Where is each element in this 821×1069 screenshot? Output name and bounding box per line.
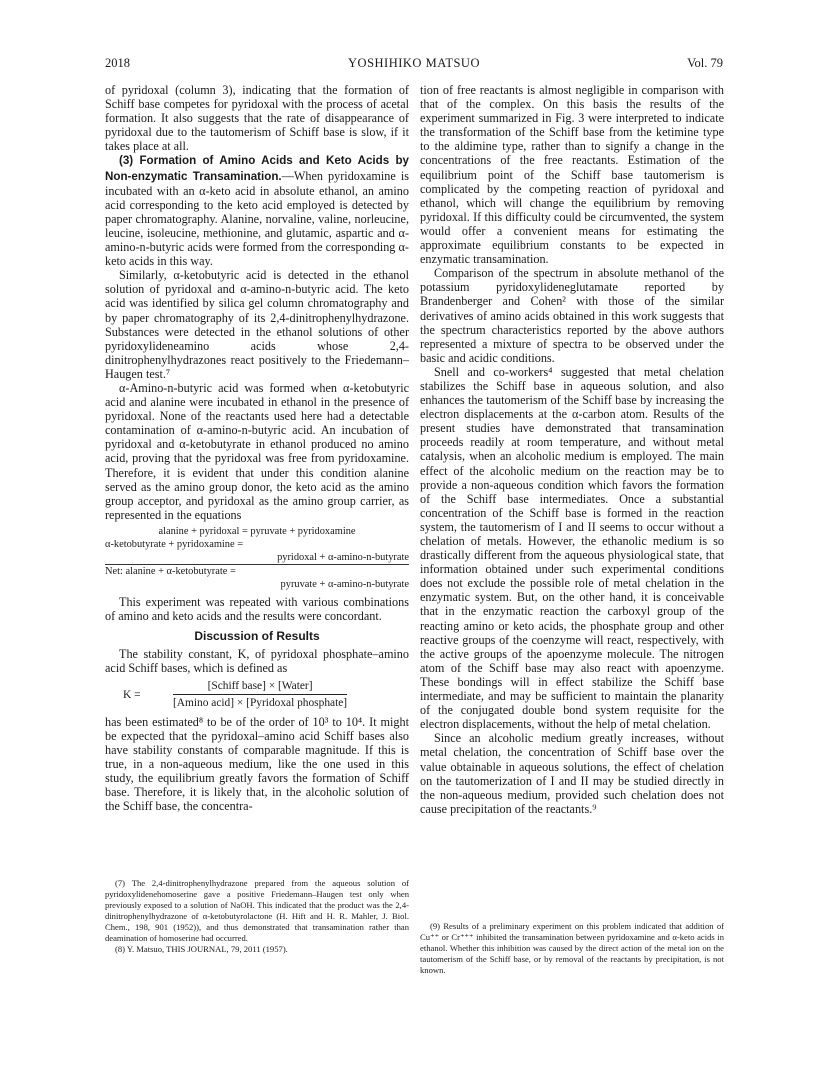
paragraph: Since an alcoholic medium greatly increases, without metal chelation, the concentration of Schiff base over the value obtainable in aqueous solutions, the effect of chelation on the tautomerization of I and II may be studied directly in the non-aqueous medium, provided such chelation does not cause precipitation of the reactants.⁹ [420, 731, 724, 816]
equation-line: α-ketobutyrate + pyridoxamine = [105, 538, 244, 550]
right-column [420, 83, 724, 816]
footnote: (7) The 2,4-dinitrophenylhydrazone prepared from the aqueous solution of pyridoxylidenehomoserine gave a positive Friedemann–Haugen test only when previously exposed to a solution of NaOH. This indicated that the product was the 2,4-dinitrophenylhydrazone of α-ketobutyrolactone (H. Hift and H. R. Mahler, J. Biol. Chem., 198, 901 (1952)), and thus demonstrated that transamination rather than deamination of homoserine had occurred. [105, 878, 409, 943]
section-3-paragraph [105, 153, 409, 268]
running-author: YOSHIHIKO MATSUO [348, 56, 480, 70]
section-heading: (3) Formation of Amino Acids and Keto Acids by Non-enzymatic Transamination. [105, 154, 409, 183]
footnote: (8) Y. Matsuo, THIS JOURNAL, 79, 2011 (1957). [115, 944, 288, 954]
footnote: (9) Results of a preliminary experiment on this problem indicated that addition of Cu⁺⁺ or Cr⁺⁺⁺ inhibited the transamination between pyridoxamine and α-keto acids in ethanol. Whether this inhibition was caused by the direct action of the metal ion on the tautomerism of the Schiff base, or by removal of the reactants by precipitation, is not known. [420, 921, 724, 975]
equation-line: pyridoxal + α-amino-n-butyrate [105, 551, 409, 565]
paragraph: has been estimated⁸ to be of the order of 10³ to 10⁴. It might be expected that the pyridoxal–amino acid Schiff bases also have stability constants of comparable magnitude. If this is true, in a non-aqueous medium, like the one used in this study, the equilibrium greatly favors the formation of Schiff base. Therefore, it is likely that, in the alcoholic solution of the Schiff base, the concentra- [105, 714, 409, 814]
page-number: 2018 [105, 56, 130, 70]
footnotes-right [420, 921, 724, 976]
equation-line: Net: alanine + α-ketobutyrate = [105, 565, 236, 577]
paragraph: Similarly, α-ketobutyric acid is detected in the ethanol solution of pyridoxal and α-amino-n-butyric acid. The keto acid was identified by silica gel column chromatography and by paper chromatography of its 2,4-dinitrophenylhydrazone. Substances were detected in the ethanol solutions of other pyridoxylideneamino acids whose 2,4-dinitrophenylhydrazones react positively to the Friedemann–Haugen test.⁷ [105, 268, 409, 381]
paragraph: of pyridoxal (column 3), indicating that the formation of Schiff base competes for pyridoxal with the process of acetal formation. It also suggests that the rate of disappearance of pyridoxal due to the tautomerism of Schiff base is slow, if it takes place at all. [105, 83, 409, 154]
stability-constant-formula [105, 679, 409, 710]
paragraph: The stability constant, K, of pyridoxal phosphate–amino acid Schiff bases, which is defined as [105, 647, 409, 676]
paragraph: α-Amino-n-butyric acid was formed when α-ketobutyric acid and alanine were incubated in ethanol in the presence of pyridoxal. None of the reactants used here had a detectable contamination of α-amino-n-butyric acid. An incubation of pyridoxal and α-ketobutyrate in ethanol produced no amino acid, proving that the pyridoxal was free from pyridoxamine. Therefore, it is evident that under this condition alanine served as the amino group donor, the keto acid as the amino group acceptor, and pyridoxal as the amino group carrier, as represented in the equations [105, 380, 409, 522]
footnotes-left [105, 878, 409, 955]
formula-lhs: K = [123, 688, 141, 701]
left-column [105, 83, 409, 813]
formula-denominator: [Amino acid] × [Pyridoxal phosphate] [173, 697, 348, 710]
paragraph: Comparison of the spectrum in absolute methanol of the potassium pyridoxylideneglutamate reported by Brandenberger and Cohen² with those of the similar derivatives of amino acids obtained in this work suggests that the spectrum characteristics reported by the above authors represented a mixture of spectra to be observed under the basic and acidic conditions. [420, 266, 724, 365]
running-header [105, 56, 723, 72]
section-text: —When pyridoxamine is incubated with an α-keto acid in absolute ethanol, an amino acid corresponding to the keto acid employed is detected by paper chromatography. Alanine, norvaline, valine, norleucine, leucine, isoleucine, methionine, and glutamic, aspartic and α-amino-n-butyric acids were formed from the corresponding α-keto acids in this way. [105, 168, 409, 269]
formula-fraction [173, 679, 347, 710]
paragraph: This experiment was repeated with various combinations of amino and keto acids and the results were concordant. [105, 594, 409, 623]
reaction-equations [105, 525, 409, 591]
equation-line: pyruvate + α-amino-n-butyrate [280, 578, 409, 590]
volume-label: Vol. 79 [687, 56, 723, 70]
section-heading: Discussion of Results [194, 629, 320, 644]
paragraph: Snell and co-workers⁴ suggested that metal chelation stabilizes the Schiff base in aqueous solution, and also enhances the tautomerism of the Schiff base by increasing the electron displacements at the α-carbon atom. Results of the present studies have demonstrated that transamination proceeds readily at room temperature, and without metal catalysis, when an alcoholic medium is employed. The main effect of the alcoholic medium on the reaction may be to provide a non-aqueous condition which favors the formation of the Schiff base intermediates. Once a substantial concentration of the Schiff base is formed in the reaction system, the tautomerism of I and II seems to occur without a chelation of metals. However, the ethanolic medium is so drastically different from the aqueous physiological state, that information obtained under such experimental conditions does not exclude the possible role of metal chelation in the enzymatic system. But, on the other hand, it is conceivable that in the enzymatic reaction the carboxyl group of the reacting amino or keto acids, the phosphate group and other reactive groups of the coenzyme will react, respectively, with the active groups of the apoenzyme molecule. The nitrogen atom of the Schiff base may also react with apoenzyme. These bondings will in effect stabilize the Schiff base intermediate, and may be sufficient to maintain the planarity of the conjugated double bond system requisite for the electron displacements, without the help of metal chelation. [420, 364, 724, 732]
formula-numerator: [Schiff base] × [Water] [173, 679, 347, 695]
paragraph: tion of free reactants is almost negligible in comparison with that of the complex. On this basis the results of the experiment summarized in Fig. 3 were interpreted to indicate the transformation of the Schiff base from the ketimine type to the aldimine type, rather than to signify a change in the concentrations of the free reactants. Estimation of the equilibrium point of the Schiff base tautomerism is complicated by the competing reaction of pyridoxal and ethanol, which will change the equilibrium by removing pyridoxal. If this difficulty could be circumvented, the system would offer a convenient means for estimating the approximate equilibrium constants to be expected in enzymatic transamination. [420, 83, 724, 267]
equation-line: alanine + pyridoxal = pyruvate + pyridoxamine [158, 525, 356, 537]
